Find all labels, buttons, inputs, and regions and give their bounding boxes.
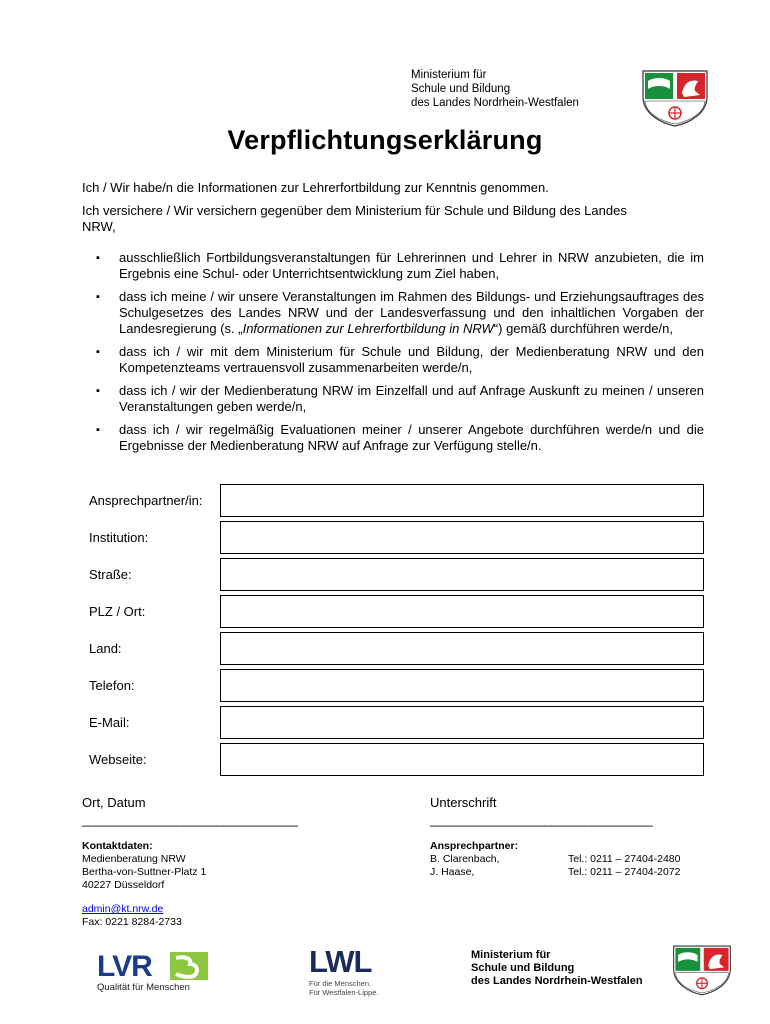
zip-city-label: PLZ / Ort: <box>89 604 146 619</box>
place-date-label: Ort, Datum <box>82 795 146 810</box>
list-item-text: dass ich / wir der Medienberatung NRW im Einzelfall und auf Anfrage Auskunft zu meinen / unseren Veranstaltungen geben werde/n, <box>119 383 704 414</box>
contact-heading: Kontaktdaten: <box>82 840 153 852</box>
signature-line[interactable]: _________________________________ <box>430 812 653 827</box>
lwl-logo: LWL <box>309 944 372 979</box>
institution-label: Institution: <box>89 530 149 545</box>
website-label: Webseite: <box>89 752 147 767</box>
nrw-crest-icon <box>640 69 710 127</box>
place-date-line[interactable]: ________________________________ <box>82 812 298 827</box>
partner-1-phone: Tel.: 0211 – 27404-2480 <box>568 853 681 865</box>
lvr-tagline: Qualität für Menschen <box>97 982 190 993</box>
signature-label: Unterschrift <box>430 795 497 810</box>
zip-city-field[interactable] <box>220 595 704 628</box>
form-row-phone <box>82 669 704 702</box>
contact-city: 40227 Düsseldorf <box>82 879 165 891</box>
lwl-tagline-1: Für die Menschen. <box>309 979 372 988</box>
form-row-institution <box>82 521 704 554</box>
list-item-text: “) gemäß durchführen werde/n, <box>493 321 673 336</box>
list-item-emphasis: Informationen zur Lehrerfortbildung in NRW <box>242 321 494 336</box>
lwl-tagline-2: Für Westfalen-Lippe. <box>309 988 379 997</box>
bullet-marker: ▪ <box>96 385 100 397</box>
list-item <box>96 250 704 282</box>
form-row-zip-city <box>82 595 704 628</box>
partner-2-phone: Tel.: 0211 – 27404-2072 <box>568 866 681 878</box>
contact-email-link[interactable]: admin@kt.nrw.de <box>82 903 164 915</box>
list-item-text: ausschließlich Fortbildungsveranstaltungen für Lehrerinnen und Lehrer in NRW anzubieten, die im Ergebnis eine Schul- oder Unterrichtsentwicklung zum Ziel haben, <box>119 250 704 281</box>
form-row-email <box>82 706 704 739</box>
lvr-mark-icon <box>170 952 208 980</box>
intro-paragraph-1: Ich / Wir habe/n die Informationen zur Lehrerfortbildung zur Kenntnis genommen. <box>82 180 549 195</box>
footer-nrw-crest-icon <box>671 944 733 996</box>
page-title: Verpflichtungserklärung <box>227 125 543 155</box>
bullet-marker: ▪ <box>96 424 100 436</box>
partners-heading: Ansprechpartner: <box>430 840 519 852</box>
bullet-marker: ▪ <box>96 291 100 303</box>
footer-ministry-line-3: des Landes Nordrhein-Westfalen <box>471 975 643 987</box>
lvr-logo: LVR <box>97 950 152 983</box>
website-field[interactable] <box>220 743 704 776</box>
contact-street: Bertha-von-Suttner-Platz 1 <box>82 866 207 878</box>
list-item-text: dass ich / wir mit dem Ministerium für Schule und Bildung, der Medienberatung NRW und den Kompetenzteams vertrauensvoll zusammenarbeiten werde/n, <box>119 344 704 375</box>
contact-block <box>82 840 206 892</box>
phone-label: Telefon: <box>89 678 135 693</box>
list-item-text: dass ich meine / wir unsere Veranstaltungen im Rahmen des Bildungs- und Erziehungsauftrages des Schulgesetzes des Landes NRW und der Landesverfassung und den inhaltlichen Vorgaben der Landesregierung (s. „ <box>119 289 704 336</box>
ministry-line-1: Ministerium für <box>411 69 487 81</box>
contact-fax: Fax: 0221 8284-2733 <box>82 916 182 928</box>
contact-label: Ansprechpartner/in: <box>89 493 203 508</box>
list-item <box>96 289 704 337</box>
contact-field[interactable] <box>220 484 704 517</box>
partner-1-name: B. Clarenbach, <box>430 853 500 865</box>
contact-org: Medienberatung NRW <box>82 853 186 865</box>
ministry-name <box>411 68 579 110</box>
ministry-line-2: Schule und Bildung <box>411 83 511 95</box>
lwl-tagline <box>309 979 378 997</box>
form-row-contact <box>82 484 704 517</box>
list-item <box>96 422 704 454</box>
street-label: Straße: <box>89 567 132 582</box>
phone-field[interactable] <box>220 669 704 702</box>
country-field[interactable] <box>220 632 704 665</box>
intro-paragraph-2: Ich versichere / Wir versichern gegenüber dem Ministerium für Schule und Bildung des Landes NRW, <box>82 203 627 234</box>
footer-ministry-line-2: Schule und Bildung <box>471 962 575 974</box>
commitment-list <box>96 250 704 461</box>
list-item-text: dass ich / wir regelmäßig Evaluationen meiner / unserer Angebote durchführen werde/n und die Ergebnisse der Medienberatung NRW auf Anfrage zur Verfügung stelle/n. <box>119 422 704 453</box>
form-row-country <box>82 632 704 665</box>
contact-extra <box>82 903 182 929</box>
partners-block <box>430 840 518 879</box>
bullet-marker: ▪ <box>96 346 100 358</box>
list-item <box>96 344 704 376</box>
list-item <box>96 383 704 415</box>
footer-ministry-line-1: Ministerium für <box>471 949 551 961</box>
form-row-street <box>82 558 704 591</box>
street-field[interactable] <box>220 558 704 591</box>
ministry-line-3: des Landes Nordrhein-Westfalen <box>411 97 579 109</box>
partners-phones <box>568 853 680 879</box>
partner-2-name: J. Haase, <box>430 866 475 878</box>
email-label: E-Mail: <box>89 715 130 730</box>
email-field[interactable] <box>220 706 704 739</box>
form-row-website <box>82 743 704 776</box>
country-label: Land: <box>89 641 122 656</box>
footer-ministry-name <box>471 949 643 988</box>
institution-field[interactable] <box>220 521 704 554</box>
bullet-marker: ▪ <box>96 252 100 264</box>
